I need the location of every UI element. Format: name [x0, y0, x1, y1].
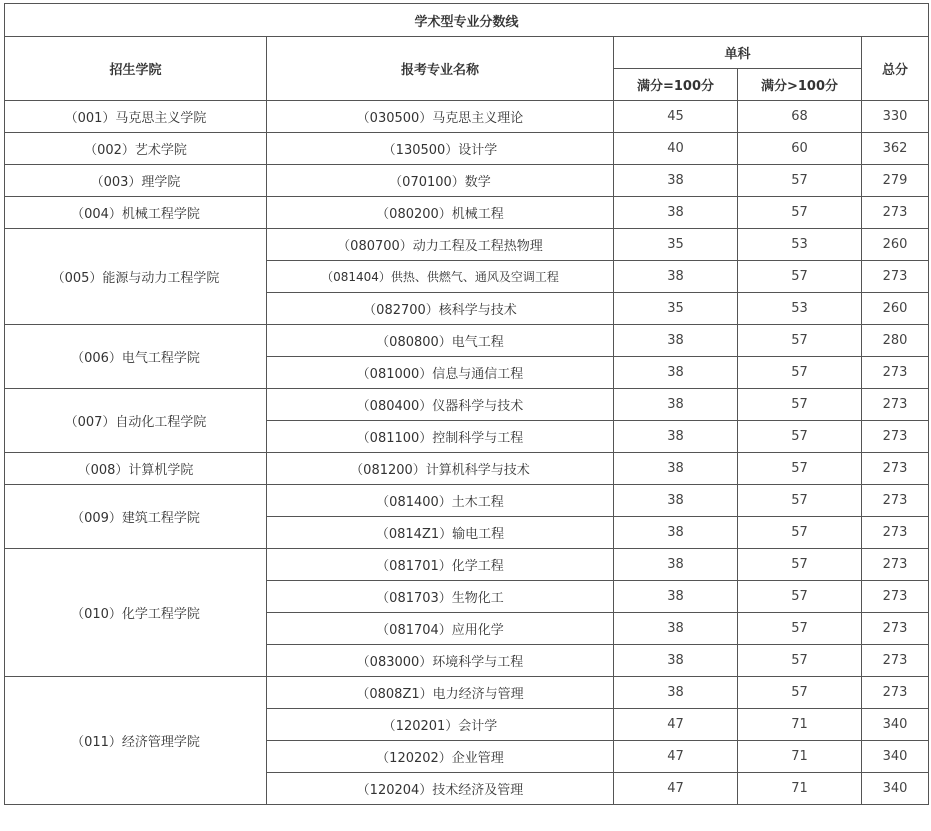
major-cell: （081704）应用化学 [267, 613, 614, 645]
table-row [5, 197, 929, 229]
total-score-cell: 280 [862, 325, 929, 357]
score-100-cell: 38 [614, 645, 738, 677]
score-over-100-cell: 53 [738, 293, 862, 325]
college-cell: （002）艺术学院 [5, 133, 267, 165]
college-cell: （008）计算机学院 [5, 453, 267, 485]
total-score-cell: 273 [862, 645, 929, 677]
score-100-cell: 38 [614, 325, 738, 357]
major-cell: （120201）会计学 [267, 709, 614, 741]
major-cell: （130500）设计学 [267, 133, 614, 165]
score-100-cell: 40 [614, 133, 738, 165]
major-cell: （080200）机械工程 [267, 197, 614, 229]
table-row [5, 453, 929, 485]
college-cell: （007）自动化工程学院 [5, 389, 267, 453]
major-cell: （081400）土木工程 [267, 485, 614, 517]
major-cell: （070100）数学 [267, 165, 614, 197]
total-score-cell: 273 [862, 549, 929, 581]
major-cell: （120204）技术经济及管理 [267, 773, 614, 805]
score-over-100-cell: 57 [738, 613, 862, 645]
score-100-cell: 38 [614, 453, 738, 485]
score-100-cell: 38 [614, 613, 738, 645]
score-table [4, 3, 929, 805]
total-score-cell: 260 [862, 293, 929, 325]
score-100-cell: 38 [614, 197, 738, 229]
score-over-100-cell: 60 [738, 133, 862, 165]
total-score-cell: 362 [862, 133, 929, 165]
score-over-100-cell: 57 [738, 677, 862, 709]
major-cell: （0814Z1）输电工程 [267, 517, 614, 549]
college-cell: （006）电气工程学院 [5, 325, 267, 389]
college-cell: （009）建筑工程学院 [5, 485, 267, 549]
table-row [5, 165, 929, 197]
score-100-cell: 38 [614, 421, 738, 453]
score-over-100-cell: 57 [738, 581, 862, 613]
score-100-cell: 38 [614, 677, 738, 709]
total-score-cell: 340 [862, 709, 929, 741]
major-cell: （081100）控制科学与工程 [267, 421, 614, 453]
score-100-cell: 38 [614, 357, 738, 389]
total-score-cell: 273 [862, 197, 929, 229]
total-score-cell: 340 [862, 741, 929, 773]
major-cell: （081200）计算机科学与技术 [267, 453, 614, 485]
major-cell: （030500）马克思主义理论 [267, 101, 614, 133]
total-score-cell: 330 [862, 101, 929, 133]
table-row [5, 549, 929, 581]
score-over-100-cell: 57 [738, 645, 862, 677]
header-major: 报考专业名称 [267, 37, 614, 101]
total-score-cell: 273 [862, 581, 929, 613]
total-score-cell: 273 [862, 421, 929, 453]
score-over-100-cell: 57 [738, 357, 862, 389]
score-100-cell: 38 [614, 581, 738, 613]
score-100-cell: 38 [614, 261, 738, 293]
score-100-cell: 47 [614, 741, 738, 773]
total-score-cell: 273 [862, 389, 929, 421]
score-100-cell: 38 [614, 165, 738, 197]
header-college: 招生学院 [5, 37, 267, 101]
major-cell: （081000）信息与通信工程 [267, 357, 614, 389]
table-row [5, 389, 929, 421]
college-cell: （004）机械工程学院 [5, 197, 267, 229]
table-title: 学术型专业分数线 [5, 4, 929, 37]
score-over-100-cell: 71 [738, 709, 862, 741]
score-over-100-cell: 57 [738, 453, 862, 485]
score-100-cell: 45 [614, 101, 738, 133]
major-cell: （080700）动力工程及工程热物理 [267, 229, 614, 261]
score-over-100-cell: 57 [738, 485, 862, 517]
score-over-100-cell: 53 [738, 229, 862, 261]
score-over-100-cell: 57 [738, 165, 862, 197]
major-cell: （082700）核科学与技术 [267, 293, 614, 325]
score-over-100-cell: 57 [738, 197, 862, 229]
total-score-cell: 273 [862, 613, 929, 645]
major-cell: （083000）环境科学与工程 [267, 645, 614, 677]
score-over-100-cell: 57 [738, 325, 862, 357]
major-cell: （120202）企业管理 [267, 741, 614, 773]
score-100-cell: 38 [614, 389, 738, 421]
college-cell: （005）能源与动力工程学院 [5, 229, 267, 325]
total-score-cell: 273 [862, 485, 929, 517]
table-row [5, 229, 929, 261]
major-cell: （0808Z1）电力经济与管理 [267, 677, 614, 709]
score-over-100-cell: 68 [738, 101, 862, 133]
score-100-cell: 35 [614, 229, 738, 261]
total-score-cell: 273 [862, 677, 929, 709]
header-full-over-100: 满分>100分 [738, 69, 862, 101]
score-over-100-cell: 57 [738, 389, 862, 421]
table-body [5, 101, 929, 805]
major-cell: （081703）生物化工 [267, 581, 614, 613]
score-over-100-cell: 71 [738, 741, 862, 773]
header-full-100: 满分=100分 [614, 69, 738, 101]
major-cell: （081404）供热、供燃气、通风及空调工程 [267, 261, 614, 293]
major-cell: （080800）电气工程 [267, 325, 614, 357]
total-score-cell: 279 [862, 165, 929, 197]
college-cell: （011）经济管理学院 [5, 677, 267, 805]
total-score-cell: 340 [862, 773, 929, 805]
table-row [5, 325, 929, 357]
score-over-100-cell: 57 [738, 261, 862, 293]
college-cell: （010）化学工程学院 [5, 549, 267, 677]
total-score-cell: 273 [862, 357, 929, 389]
major-cell: （081701）化学工程 [267, 549, 614, 581]
total-score-cell: 260 [862, 229, 929, 261]
total-score-cell: 273 [862, 453, 929, 485]
score-over-100-cell: 57 [738, 421, 862, 453]
score-100-cell: 47 [614, 709, 738, 741]
college-cell: （003）理学院 [5, 165, 267, 197]
score-over-100-cell: 57 [738, 549, 862, 581]
header-total: 总分 [862, 37, 929, 101]
college-cell: （001）马克思主义学院 [5, 101, 267, 133]
table-row [5, 101, 929, 133]
score-100-cell: 38 [614, 549, 738, 581]
score-100-cell: 38 [614, 517, 738, 549]
score-over-100-cell: 71 [738, 773, 862, 805]
header-single: 单科 [614, 37, 862, 69]
table-row [5, 485, 929, 517]
table-row [5, 133, 929, 165]
major-cell: （080400）仪器科学与技术 [267, 389, 614, 421]
total-score-cell: 273 [862, 261, 929, 293]
score-100-cell: 35 [614, 293, 738, 325]
score-100-cell: 47 [614, 773, 738, 805]
score-over-100-cell: 57 [738, 517, 862, 549]
score-100-cell: 38 [614, 485, 738, 517]
total-score-cell: 273 [862, 517, 929, 549]
table-row [5, 677, 929, 709]
